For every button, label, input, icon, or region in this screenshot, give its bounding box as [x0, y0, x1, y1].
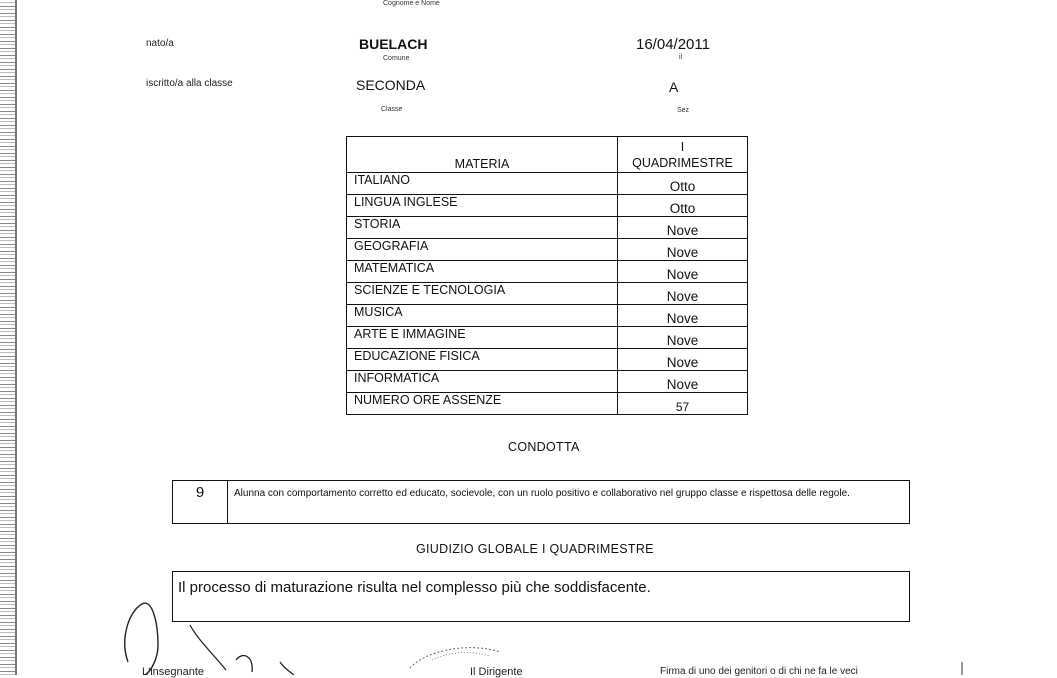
subject-cell: ARTE E IMMAGINE [347, 327, 618, 349]
parent-signature-label: Firma di uno dei genitori o di chi ne fa le veci [660, 666, 858, 677]
subject-cell: MATEMATICA [347, 261, 618, 283]
subject-cell: STORIA [347, 217, 618, 239]
grade-cell: Nove [618, 283, 748, 305]
grade-cell: Nove [618, 371, 748, 393]
class-name: SECONDA [356, 77, 426, 93]
birthdate-caption: il [679, 54, 683, 61]
head-label: Il Dirigente [470, 666, 523, 678]
column-period-number: I [680, 140, 685, 154]
subject-cell: EDUCAZIONE FISICA [347, 349, 618, 371]
grade-cell: Nove [618, 217, 748, 239]
grade-cell: Nove [618, 261, 748, 283]
teacher-signature-stroke [190, 625, 294, 675]
column-period-label: QUADRIMESTRE [632, 156, 733, 170]
subject-cell: NUMERO ORE ASSENZE [347, 393, 618, 415]
grade-cell: Otto [618, 173, 748, 195]
class-caption: Classe [381, 106, 403, 113]
birthplace: BUELACH [359, 36, 428, 52]
birthplace-caption: Comune [383, 55, 410, 62]
giudizio-title: GIUDIZIO GLOBALE I QUADRIMESTRE [416, 542, 654, 556]
teacher-signature [125, 603, 158, 675]
subject-cell: INFORMATICA [347, 371, 618, 393]
birthdate: 16/04/2011 [636, 36, 710, 53]
grade-cell: Nove [618, 239, 748, 261]
school-stamp [410, 648, 500, 668]
subject-cell: GEOGRAFIA [347, 239, 618, 261]
condotta-text: Alunna con comportamento corretto ed educato, socievole, con un ruolo positivo e collaborativo nel gruppo classe e rispettosa delle regole. [234, 488, 850, 499]
name-caption: Cognome e Nome [383, 0, 440, 7]
grade-cell: Nove [618, 349, 748, 371]
absence-hours-cell: 57 [618, 393, 748, 415]
section-caption: Sez [677, 107, 690, 114]
grade-cell: Nove [618, 305, 748, 327]
condotta-mark: 9 [173, 481, 228, 523]
subject-cell: LINGUA INGLESE [347, 195, 618, 217]
section: A [669, 79, 679, 95]
class-label: iscritto/a alla classe [146, 78, 233, 89]
grade-cell: Otto [618, 195, 748, 217]
subject-cell: SCIENZE E TECNOLOGIA [347, 283, 618, 305]
subject-cell: ITALIANO [347, 173, 618, 195]
teacher-label: L'insegnante [142, 666, 205, 678]
giudizio-text: Il processo di maturazione risulta nel complesso più che soddisfacente. [178, 579, 651, 596]
grade-cell: Nove [618, 327, 748, 349]
column-subject: MATERIA [347, 137, 618, 173]
school-stamp-inner [432, 653, 490, 660]
subject-cell: MUSICA [347, 305, 618, 327]
born-label: nato/a [146, 38, 174, 49]
condotta-title: CONDOTTA [508, 440, 580, 454]
